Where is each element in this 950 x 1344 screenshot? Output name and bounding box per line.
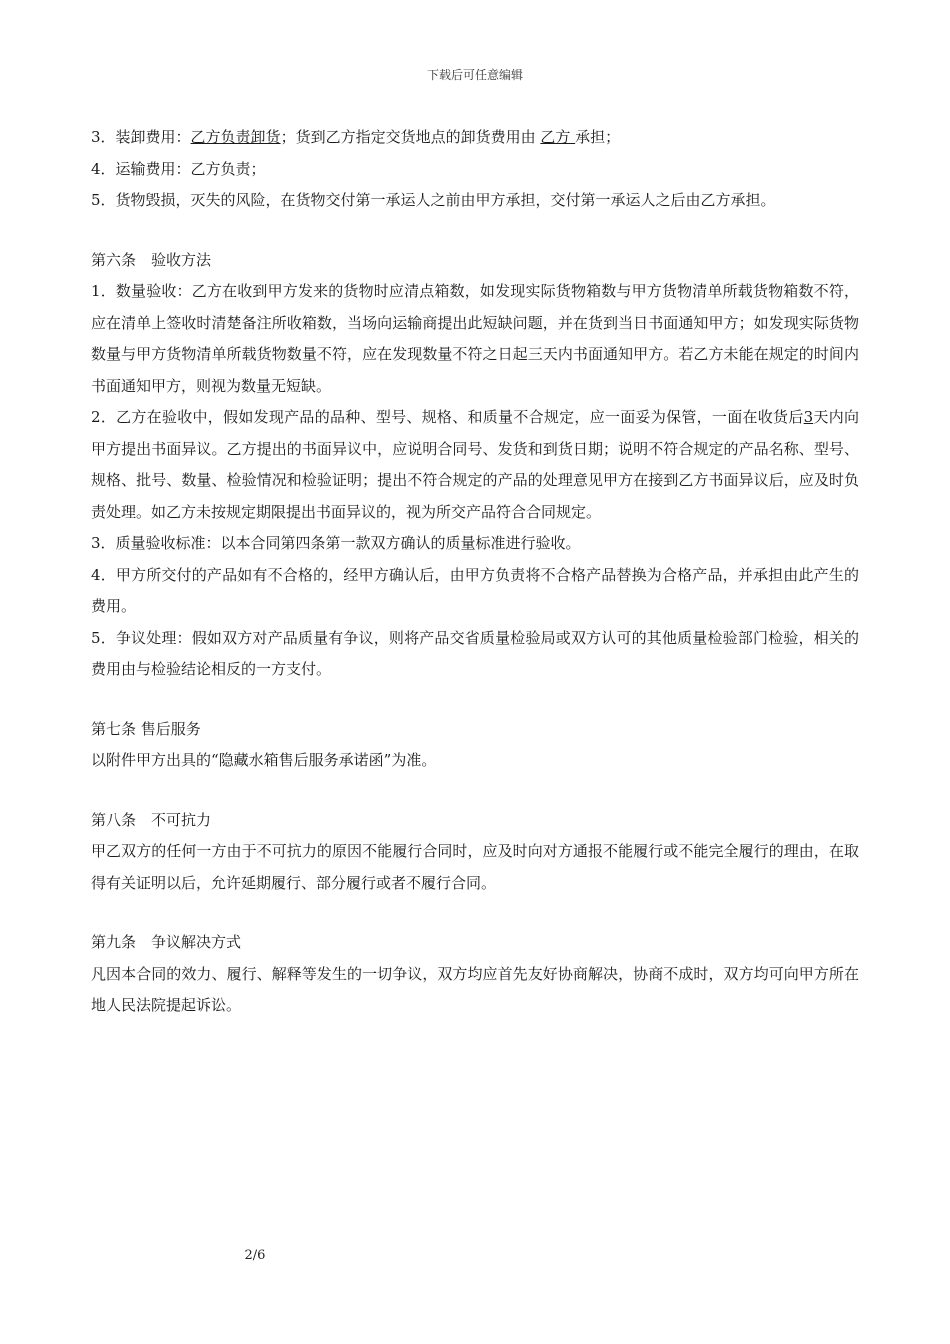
section-9-title: 第九条 争议解决方式 (91, 933, 242, 951)
section-9-body: 凡因本合同的效力、履行、解释等发生的一切争议，双方均应首先友好协商解决，协商不成时，双方均可向甲方所在地人民法院提起诉讼。 (91, 964, 859, 1014)
clause-5-item-5: 5．货物毁损，灭失的风险，在货物交付第一承运人之前由甲方承担，交付第一承运人之后由乙方承担。 (91, 191, 776, 209)
document-body (91, 122, 859, 1022)
clause-6-item-4: 4．甲方所交付的产品如有不合格的，经甲方确认后，由甲方负责将不合格产品替换为合格产品，并承担由此产生的费用。 (91, 565, 859, 615)
page-number: 2/6 (244, 1248, 266, 1263)
clause-6-item-5: 5．争议处理：假如双方对产品质量有争议，则将产品交省质量检验局或双方认可的其他质量检验部门检验，相关的费用由与检验结论相反的一方支付。 (91, 628, 859, 678)
underlined-field: 3 (803, 408, 814, 426)
clause-5-item-4: 4．运输费用：乙方负责； (91, 159, 266, 178)
item-text: 天内向甲方提出书面异议。乙方提出的书面异议中，应说明合同号、发货和到货日期；说明不符合规定的产品名称、型号、规格、批号、数量、检验情况和检验证明；提出不符合规定的产品的处理意见甲方在接到乙方书面异议后，应及时负责处理。如乙方未按规定期限提出书面异议的，视为所交产品符合合同规定。 (91, 408, 859, 521)
section-6-title: 第六条 验收方法 (91, 250, 212, 269)
section-7-body: 以附件甲方出具的“隐藏水箱售后服务承诺函”为准。 (91, 751, 437, 769)
clause-6-item-3: 3．质量验收标准：以本合同第四条第一款双方确认的质量标准进行验收。 (91, 534, 581, 552)
clause-6-item-1: 1．数量验收：乙方在收到甲方发来的货物时应清点箱数，如发现实际货物箱数与甲方货物清单所载货物箱数不符，应在清单上签收时清楚备注所收箱数，当场向运输商提出此短缺问题，并在货到当日书面通知甲方；如发现实际货物数量与甲方货物清单所载货物数量不符，应在发现数量不符之日起三天内书面通知甲方。若乙方未能在规定的时间内书面通知甲方，则视为数量无短缺。 (91, 282, 859, 395)
underlined-field: 乙方负责卸货 (190, 128, 281, 146)
clause-6-item-2 (91, 402, 859, 528)
page-header: 下载后可任意编辑 (426, 68, 523, 82)
section-8-title: 第八条 不可抗力 (91, 810, 212, 829)
underlined-field: 乙方 (540, 128, 576, 146)
section-8-body: 甲乙双方的任何一方由于不可抗力的原因不能履行合同时，应及时向对方通报不能履行或不能完全履行的理由，在取得有关证明以后，允许延期履行、部分履行或者不履行合同。 (91, 842, 859, 892)
item-text: 2．乙方在验收中，假如发现产品的品种、型号、规格、和质量不合规定，应一面妥为保管，一面在收货后 (91, 408, 804, 426)
clause-5-item-3 (91, 122, 859, 154)
item-prefix: 3．装卸费用： (91, 128, 191, 146)
section-7-title: 第七条 售后服务 (91, 719, 201, 738)
item-text: ；货到乙方指定交货地点的卸货费用由 (280, 128, 541, 146)
item-text: 承担； (575, 128, 621, 146)
